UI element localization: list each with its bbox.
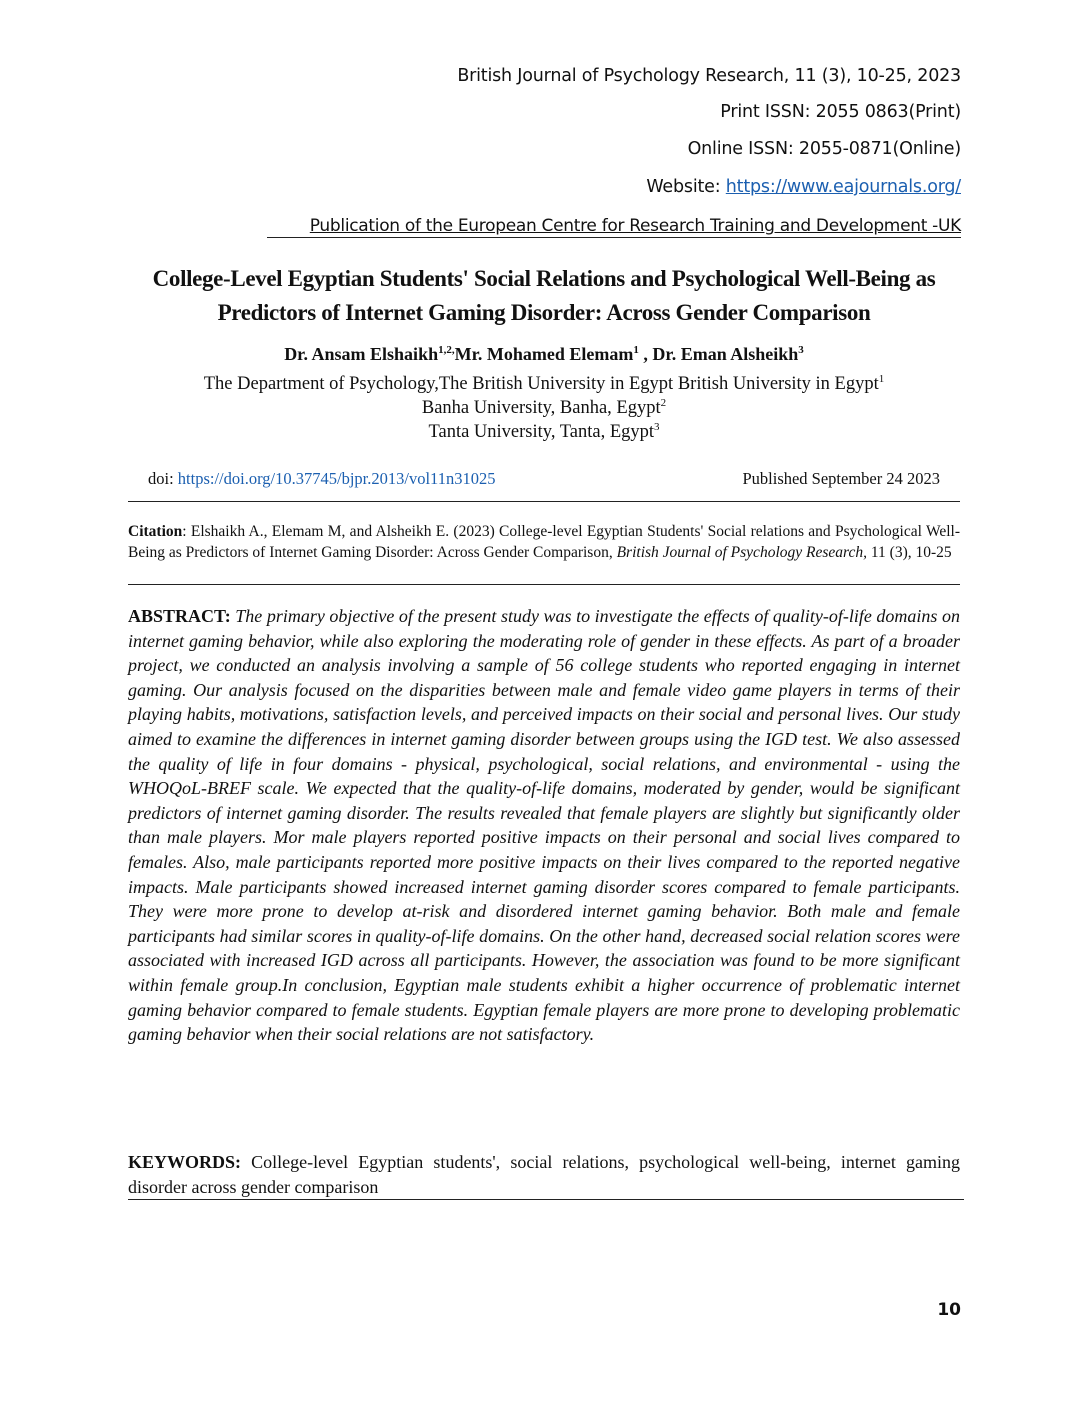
page-number: 10	[937, 1300, 961, 1320]
citation-label: Citation	[128, 523, 183, 540]
keywords-text: College-level Egyptian students', social relations, psychological well-being, internet gaming disorder across gender comparison	[128, 1152, 960, 1197]
author-3-name: Dr. Eman Alsheikh	[652, 344, 799, 364]
print-issn: Print ISSN: 2055 0863(Print)	[720, 102, 961, 122]
affiliation-1	[112, 374, 976, 395]
doi-divider	[128, 501, 960, 502]
doi-line	[148, 469, 495, 489]
publisher-line: Publication of the European Centre for Research Training and Development -UK	[309, 216, 961, 236]
citation-volume: 11 (3), 10-25	[866, 544, 952, 561]
author-3-affiliation-marks: 3	[798, 344, 804, 356]
header-divider	[267, 237, 961, 238]
affiliation-2	[112, 398, 976, 419]
paper-title: College-Level Egyptian Students' Social Relations and Psychological Well-Being as Predictors of Internet Gaming Disorder: Across Gender Comparison	[152, 266, 936, 325]
citation-text: : Elshaikh A., Elemam M, and Alsheikh E. (2023) College-level Egyptian Students' Social relations and Psychological Well-Being as Predictors of Internet Gaming Disorder: Across Gender Comparison,	[128, 523, 960, 561]
author-list	[112, 344, 976, 365]
author-separator: ,	[638, 344, 653, 364]
online-issn: Online ISSN: 2055-0871(Online)	[687, 139, 961, 159]
affiliation-3	[112, 422, 976, 443]
website-line	[646, 177, 961, 197]
abstract	[128, 604, 960, 1047]
affiliation-mark: 1	[878, 372, 885, 385]
affiliation-mark: 2	[660, 396, 667, 409]
keywords	[128, 1150, 960, 1199]
citation-divider	[128, 584, 960, 585]
abstract-text: The primary objective of the present study was to investigate the effects of quality-of-life domains on internet gaming behavior, while also exploring the moderating role of gender in these effects. As part of a broader project, we conducted an analysis involving a sample of 56 college students who reported engaging in internet gaming. Our analysis focused on the disparities between male and female video game players in terms of their playing habits, motivations, satisfaction levels, and perceived impacts on their social and personal lives. Our study aimed to examine the differences in internet gaming disorder between groups using the IGD test. We also assessed the quality of life in four domains - physical, psychological, social relations, and environmental - using the WHOQoL-BREF scale. We expected that the quality-of-life domains, moderated by gender, would be significant predictors of internet gaming disorder. The results revealed that female players are slightly but significantly older than male players. Mor male players reported positive impacts on their personal and social lives compared to females. Also, male participants reported more positive impacts on their lives compared to the reported negative impacts. Male participants showed increased internet gaming disorder scores compared to female participants. They were more prone to develop at-risk and disordered internet gaming behavior. Both male and female participants had similar scores in quality-of-life domains. On the other hand, decreased social relation scores were associated with increased IGD across all participants. However, the association was found to be more significant within female group.In conclusion, Egyptian male students exhibit a higher occurrence of problematic internet gaming behavior compared to female students. Egyptian female players are more prone to developing problematic gaming behavior when their social relations are not satisfactory.	[128, 606, 961, 1045]
journal-reference: British Journal of Psychology Research, 11 (3), 10-25, 2023	[457, 66, 961, 86]
affiliation-mark: 3	[654, 420, 660, 433]
author-1-name: Dr. Ansam Elshaikh	[284, 344, 439, 364]
affiliation-text: Tanta University, Tanta, Egypt	[428, 422, 655, 442]
author-1-affiliation-marks: 1,2,	[438, 344, 455, 356]
keywords-label: KEYWORDS:	[128, 1152, 242, 1172]
citation	[128, 521, 960, 563]
published-date: Published September 24 2023	[742, 469, 940, 488]
doi-label: doi:	[148, 469, 178, 488]
affiliation-text: Banha University, Banha, Egypt	[421, 398, 661, 418]
citation-journal: British Journal of Psychology Research,	[616, 544, 867, 561]
affiliation-text: The Department of Psychology,The British University in Egypt British University in Egypt	[203, 374, 879, 394]
author-2-affiliation-marks: 1	[633, 344, 639, 356]
keywords-divider	[128, 1199, 964, 1200]
abstract-label: ABSTRACT:	[128, 606, 231, 626]
website-link[interactable]: https://www.eajournals.org/	[725, 177, 961, 197]
website-label: Website:	[646, 177, 726, 197]
author-2-name: Mr. Mohamed Elemam	[454, 344, 634, 364]
doi-link[interactable]: https://doi.org/10.37745/bjpr.2013/vol11n31025	[177, 469, 496, 488]
